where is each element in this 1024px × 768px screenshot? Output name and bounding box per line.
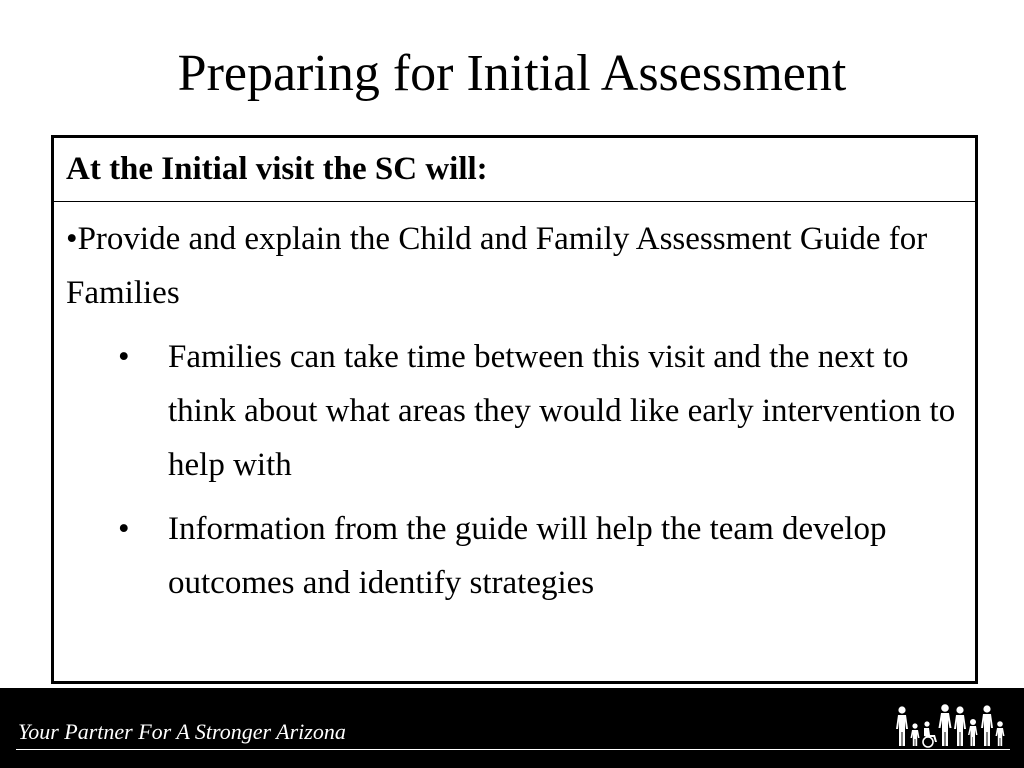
bullet: •	[118, 511, 130, 547]
table-header: At the Initial visit the SC will:	[54, 138, 975, 202]
slide-title: Preparing for Initial Assessment	[177, 45, 847, 102]
list-item-text: Information from the guide will help the team develop outcomes and identify strategies	[168, 511, 887, 601]
list-item	[66, 330, 963, 492]
intro-text: Provide and explain the Child and Family Assessment Guide for Families	[66, 221, 928, 311]
intro-bullet-item	[66, 212, 963, 320]
bullet: •	[118, 339, 130, 375]
footer-tagline: Your Partner For A Stronger Arizona	[18, 719, 346, 744]
family-silhouette-icon	[893, 702, 1009, 748]
content-table	[51, 135, 978, 684]
table-body	[54, 202, 975, 610]
footer-divider	[16, 749, 1010, 750]
intro-bullet: •	[66, 221, 78, 257]
footer-bar	[0, 688, 1024, 768]
list-item-text: Families can take time between this visit and the next to think about what areas they would like early intervention to help with	[168, 339, 956, 483]
sub-bullet-list	[66, 330, 963, 610]
list-item	[66, 502, 963, 610]
